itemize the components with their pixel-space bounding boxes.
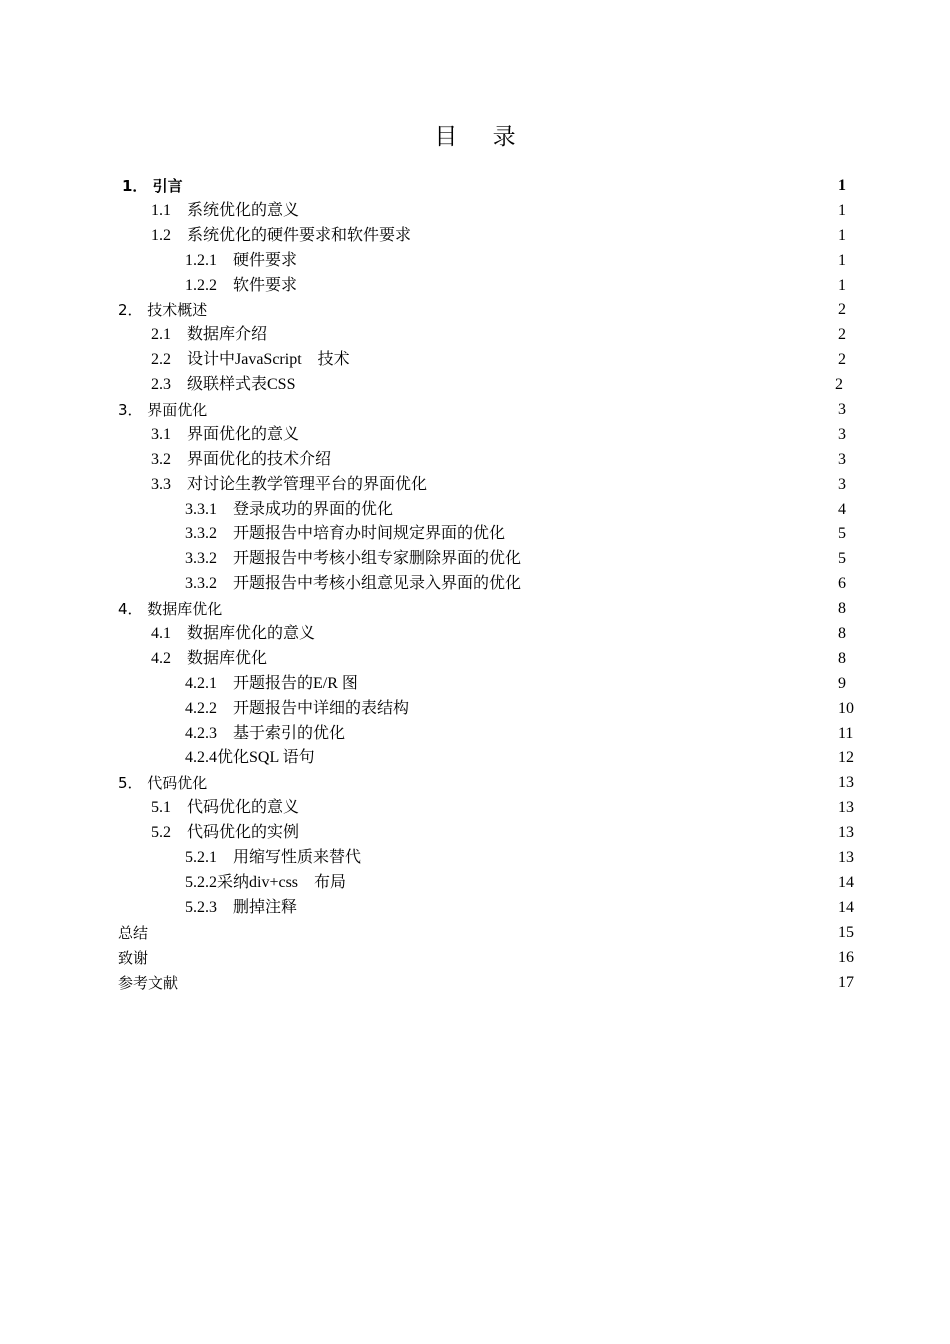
toc-entry-label: 4.1 数据库优化的意义 [151, 625, 316, 643]
toc-entry-label: 4.2.4优化SQL 语句 [185, 749, 315, 767]
toc-row[interactable] [0, 896, 950, 921]
toc-page-number: 15 [838, 923, 854, 941]
toc-row[interactable] [0, 298, 950, 323]
toc-row[interactable] [0, 622, 950, 647]
toc-entry-label: 3.1 界面优化的意义 [151, 425, 300, 443]
toc-entry-label: 2.2 设计中JavaScript 技术 [151, 351, 350, 369]
toc-page-number: 9 [838, 674, 846, 692]
toc-page-number: 13 [838, 799, 854, 817]
toc-entry-label: 4.2.2 开题报告中详细的表结构 [185, 699, 410, 717]
toc-page-number: 13 [838, 849, 854, 867]
toc-row[interactable] [0, 348, 950, 373]
toc-row[interactable] [0, 597, 950, 622]
toc-entry-label: 2.1 数据库介绍 [151, 326, 268, 344]
toc-row[interactable] [0, 796, 950, 821]
toc-row[interactable] [0, 473, 950, 498]
toc-page-number: 2 [835, 376, 843, 394]
toc-page-number: 8 [838, 625, 846, 643]
toc-row[interactable] [0, 697, 950, 722]
toc-page-number: 5 [838, 525, 846, 543]
toc-entry-label: 4.2.1 开题报告的E/R 图 [185, 674, 358, 692]
toc-row[interactable] [0, 821, 950, 846]
toc-entry-label: 5.2 代码优化的实例 [151, 824, 300, 842]
toc-row[interactable] [0, 448, 950, 473]
toc-row[interactable] [0, 498, 950, 523]
table-of-contents [0, 174, 950, 995]
toc-entry-label: 4． 数据库优化 [118, 600, 223, 619]
toc-page-number: 5 [838, 550, 846, 568]
toc-row[interactable] [0, 174, 950, 199]
toc-row[interactable] [0, 274, 950, 299]
toc-page-number: 8 [838, 649, 846, 667]
toc-page-number: 14 [838, 898, 854, 916]
toc-entry-label: 1． 引言 [122, 177, 183, 195]
toc-row[interactable] [0, 547, 950, 572]
toc-page-number: 1 [838, 226, 846, 244]
toc-row[interactable] [0, 746, 950, 771]
toc-page-number: 10 [838, 699, 854, 717]
toc-row[interactable] [0, 722, 950, 747]
toc-row[interactable] [0, 323, 950, 348]
toc-entry-label: 4.2 数据库优化 [151, 649, 268, 667]
toc-entry-label: 5.2.1 用缩写性质来替代 [185, 849, 362, 867]
toc-page-number: 6 [838, 575, 846, 593]
toc-entry-label: 3.2 界面优化的技术介绍 [151, 450, 332, 468]
toc-row[interactable] [0, 373, 950, 398]
toc-page-number: 3 [838, 401, 846, 419]
toc-page-number: 1 [838, 251, 846, 269]
toc-page-number: 8 [838, 600, 846, 618]
toc-page-number: 3 [838, 475, 846, 493]
toc-row[interactable] [0, 771, 950, 796]
toc-entry-label: 1.2.1 硬件要求 [185, 251, 298, 269]
toc-page-number: 1 [838, 201, 846, 219]
toc-entry-label: 致谢 [118, 948, 149, 967]
toc-row[interactable] [0, 971, 950, 996]
toc-entry-label: 5.2.2采纳div+css 布局 [185, 873, 347, 891]
toc-entry-label: 5． 代码优化 [118, 774, 208, 793]
toc-page-number: 13 [838, 824, 854, 842]
toc-entry-label: 1.2.2 软件要求 [185, 276, 298, 294]
toc-row[interactable] [0, 921, 950, 946]
toc-row[interactable] [0, 572, 950, 597]
toc-entry-label: 3.3.1 登录成功的界面的优化 [185, 500, 394, 518]
toc-page-number: 1 [838, 276, 846, 294]
toc-row[interactable] [0, 224, 950, 249]
toc-row[interactable] [0, 647, 950, 672]
toc-row[interactable] [0, 199, 950, 224]
toc-page-number: 12 [838, 749, 854, 767]
page-title: 目 录 [434, 124, 530, 150]
toc-page-number: 4 [838, 500, 846, 518]
toc-page-number: 3 [838, 425, 846, 443]
toc-entry-label: 5.2.3 删掉注释 [185, 898, 298, 916]
toc-page-number: 2 [838, 326, 846, 344]
toc-row[interactable] [0, 249, 950, 274]
toc-entry-label: 2． 技术概述 [118, 301, 208, 320]
toc-row[interactable] [0, 846, 950, 871]
toc-entry-label: 1.1 系统优化的意义 [151, 201, 300, 219]
toc-row[interactable] [0, 522, 950, 547]
toc-entry-label: 1.2 系统优化的硬件要求和软件要求 [151, 226, 412, 244]
toc-page-number: 1 [838, 177, 846, 194]
toc-page-number: 13 [838, 774, 854, 792]
toc-entry-label: 3.3.2 开题报告中考核小组专家删除界面的优化 [185, 550, 522, 568]
toc-row[interactable] [0, 672, 950, 697]
toc-page-number: 16 [838, 948, 854, 966]
toc-entry-label: 3.3.2 开题报告中考核小组意见录入界面的优化 [185, 575, 522, 593]
toc-entry-label: 参考文献 [118, 973, 179, 992]
toc-row[interactable] [0, 946, 950, 971]
toc-row[interactable] [0, 398, 950, 423]
toc-entry-label: 3.3 对讨论生教学管理平台的界面优化 [151, 475, 428, 493]
toc-row[interactable] [0, 423, 950, 448]
toc-entry-label: 2.3 级联样式表CSS [151, 376, 296, 394]
toc-row[interactable] [0, 871, 950, 896]
toc-page-number: 11 [838, 724, 854, 742]
toc-page-number: 17 [838, 973, 854, 991]
toc-entry-label: 3.3.2 开题报告中培育办时间规定界面的优化 [185, 525, 506, 543]
toc-page-number: 2 [838, 351, 846, 369]
toc-page-number: 2 [838, 301, 846, 319]
toc-page-number: 3 [838, 450, 846, 468]
toc-page-number: 14 [838, 873, 854, 891]
toc-entry-label: 5.1 代码优化的意义 [151, 799, 300, 817]
toc-entry-label: 3． 界面优化 [118, 401, 208, 420]
toc-entry-label: 总结 [118, 923, 149, 942]
toc-entry-label: 4.2.3 基于索引的优化 [185, 724, 346, 742]
